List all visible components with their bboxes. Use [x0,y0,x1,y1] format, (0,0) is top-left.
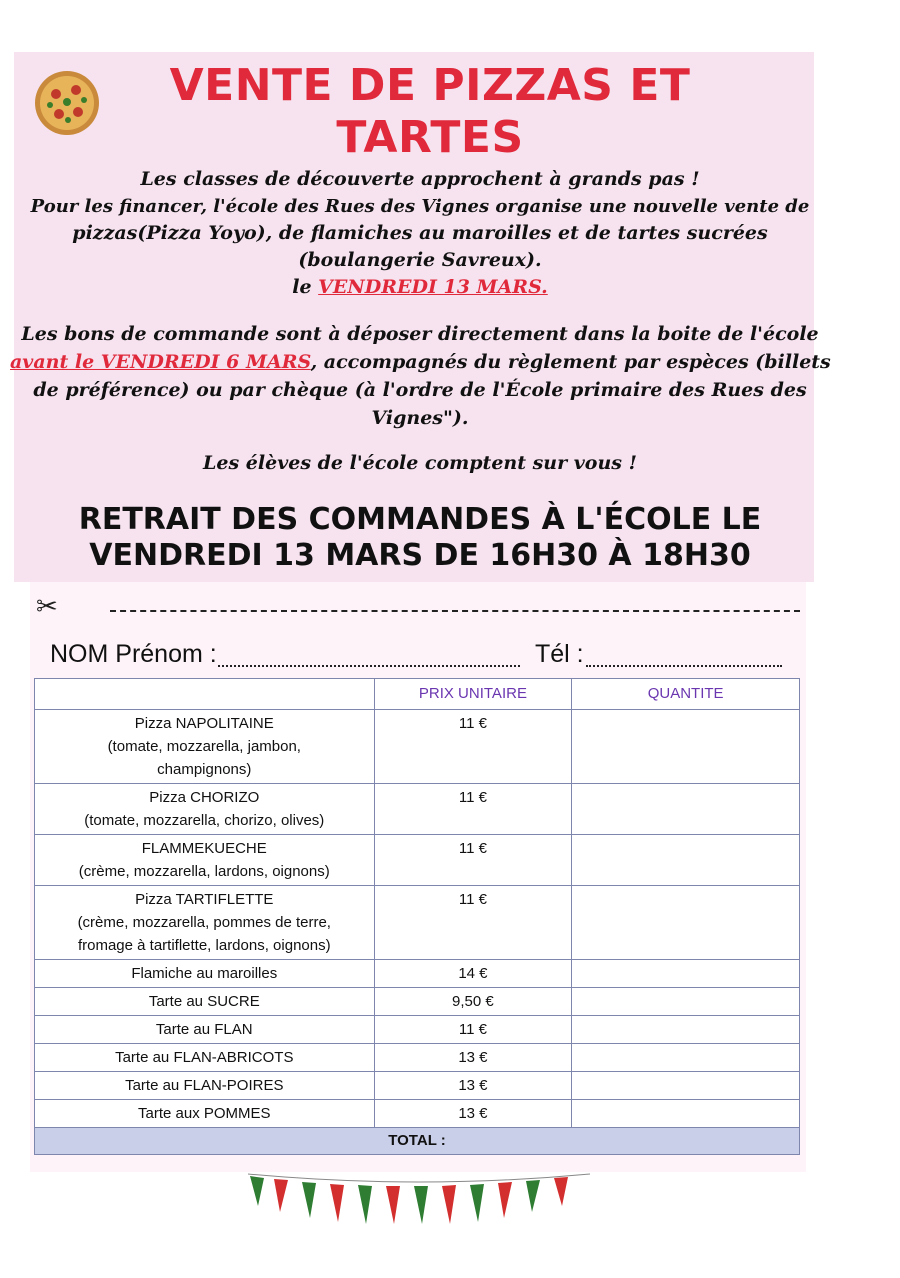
title-line-1: VENTE DE PIZZAS ET [169,60,691,111]
flag-red [442,1185,456,1224]
product-desc: (crème, mozzarella, lardons, oignons) [78,863,330,880]
product-desc: (crème, mozzarella, pommes de terre, [77,914,331,931]
flag-green [302,1182,316,1218]
product-cell [35,886,375,960]
price-cell: 13 € [374,1072,572,1100]
call-to-action: Les élèves de l'école comptent sur vous ! [203,452,637,474]
price-cell: 11 € [374,710,572,784]
header-unit-price: PRIX UNITAIRE [374,679,572,710]
table-row [35,886,800,960]
cut-line [36,592,806,622]
instructions-line-3: de préférence) ou par chèque (à l'ordre de l'École primaire des Rues des [33,379,807,401]
instructions-line-2-rest: , accompagnés du règlement par espèces (billets [310,351,831,373]
scissors-icon: ✂ [36,592,58,622]
product-name: Tarte au FLAN-ABRICOTS [35,1044,375,1072]
price-cell: 9,50 € [374,988,572,1016]
flag-green [250,1176,264,1206]
price-cell: 13 € [374,1044,572,1072]
flag-red [330,1184,344,1222]
intro-line-4: (boulangerie Savreux). [298,249,542,271]
pickup-line-1: RETRAIT DES COMMANDES À L'ÉCOLE LE [78,502,762,537]
table-row [35,1100,800,1128]
title-line-2: TARTES [336,112,524,163]
sale-date: VENDREDI 13 MARS. [318,276,548,298]
quantity-cell[interactable] [572,835,800,886]
price-cell: 11 € [374,835,572,886]
quantity-cell[interactable] [572,1044,800,1072]
intro-line-3: pizzas(Pizza Yoyo), de flamiches au maroilles et de tartes sucrées [72,222,768,244]
flag-green [414,1186,428,1224]
table-row [35,835,800,886]
price-cell: 14 € [374,960,572,988]
instructions-line-2 [10,348,830,376]
intro-date-prefix: le [292,276,319,298]
phone-field[interactable] [586,665,782,667]
product-name: Tarte au FLAN-POIRES [35,1072,375,1100]
product-name: FLAMMEKUECHE [141,840,267,857]
header-quantity: QUANTITE [572,679,800,710]
flag-green [358,1185,372,1224]
product-desc: champignons) [157,761,252,778]
product-name: Tarte au FLAN [35,1016,375,1044]
table-row [35,988,800,1016]
flag-red [554,1177,568,1206]
product-name: Pizza CHORIZO [149,789,260,806]
table-row [35,1072,800,1100]
intro-paragraph [10,166,830,301]
table-row [35,1016,800,1044]
page-title [120,60,740,164]
quantity-cell[interactable] [572,1072,800,1100]
quantity-cell[interactable] [572,886,800,960]
flag-green [470,1184,484,1222]
total-label: TOTAL : [35,1128,800,1155]
product-name: Flamiche au maroilles [35,960,375,988]
price-cell: 11 € [374,1016,572,1044]
table-header-row [35,679,800,710]
quantity-cell[interactable] [572,1100,800,1128]
price-cell: 11 € [374,784,572,835]
flag-red [498,1182,512,1218]
quantity-cell[interactable] [572,1016,800,1044]
instructions-line-1: Les bons de commande sont à déposer directement dans la boite de l'école [21,323,819,345]
total-row [35,1128,800,1155]
header-product [35,679,375,710]
instructions-line-4: Vignes"). [371,407,469,429]
quantity-cell[interactable] [572,784,800,835]
pizza-icon [34,70,100,136]
flag-red [386,1186,400,1224]
product-name: Tarte au SUCRE [35,988,375,1016]
product-desc: (tomate, mozzarella, chorizo, olives) [84,812,325,829]
bunting-decoration [244,1170,594,1226]
table-row [35,710,800,784]
product-cell [35,710,375,784]
name-label: NOM Prénom : [50,640,217,668]
intro-line-5 [10,274,830,301]
price-cell: 11 € [374,886,572,960]
intro-line-2: Pour les financer, l'école des Rues des Vignes organise une nouvelle vente de [30,196,810,217]
intro-line-1: Les classes de découverte approchent à grands pas ! [140,168,700,190]
product-name: Pizza TARTIFLETTE [135,891,274,908]
flag-green [526,1180,540,1212]
dashed-divider [110,610,800,612]
name-field[interactable] [218,665,520,667]
order-table [34,678,800,1155]
instructions-paragraph [10,320,830,432]
product-desc: fromage à tartiflette, lardons, oignons) [77,937,331,954]
table-row [35,1044,800,1072]
product-cell [35,784,375,835]
table-row [35,960,800,988]
price-cell: 13 € [374,1100,572,1128]
product-name: Pizza NAPOLITAINE [134,715,274,732]
flag-red [274,1179,288,1212]
table-row [35,784,800,835]
product-desc: (tomate, mozzarella, jambon, [107,738,301,755]
phone-label: Tél : [535,640,584,668]
product-name: Tarte aux POMMES [35,1100,375,1128]
customer-info-form [50,640,790,676]
product-cell [35,835,375,886]
order-deadline: avant le VENDREDI 6 MARS [10,351,311,373]
quantity-cell[interactable] [572,988,800,1016]
quantity-cell[interactable] [572,960,800,988]
pickup-notice [40,502,800,574]
pickup-line-2: VENDREDI 13 MARS DE 16H30 À 18H30 [89,538,751,573]
quantity-cell[interactable] [572,710,800,784]
